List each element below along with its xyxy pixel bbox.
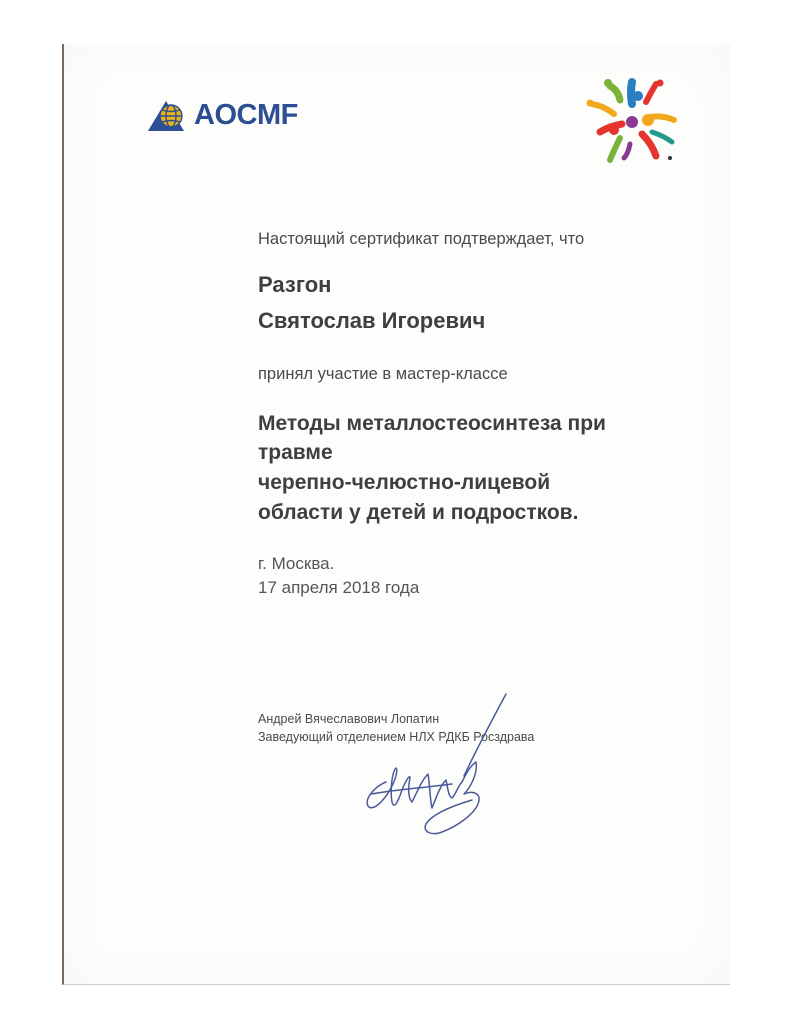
course-title-line: Методы металлостеосинтеза при	[258, 412, 606, 435]
course-title-line: черепно-челюстно-лицевой	[258, 471, 551, 494]
handwritten-signature	[352, 690, 532, 850]
recipient-given-names: Святослав Игоревич	[258, 308, 486, 333]
signer-name: Андрей Вячеславович Лопатин	[258, 712, 440, 726]
certificate-lead-text: Настоящий сертификат подтверждает, что	[258, 230, 585, 248]
signer-role: Заведующий отделением НЛХ РДКБ Росздрава	[258, 730, 535, 744]
certificate-date: 17 апреля 2018 года	[258, 578, 420, 597]
participation-text: принял участие в мастер-классе	[258, 365, 508, 383]
certificate-city: г. Москва.	[258, 554, 335, 573]
children-people-logo-icon	[580, 74, 684, 174]
aocmf-globe-icon	[146, 97, 188, 133]
recipient-surname: Разгон	[258, 272, 332, 297]
aocmf-logo-text: AOCMF	[194, 98, 298, 131]
aocmf-logo	[146, 96, 298, 134]
course-title-line: травме	[258, 441, 333, 464]
course-title-line: области у детей и подростков.	[258, 501, 579, 524]
